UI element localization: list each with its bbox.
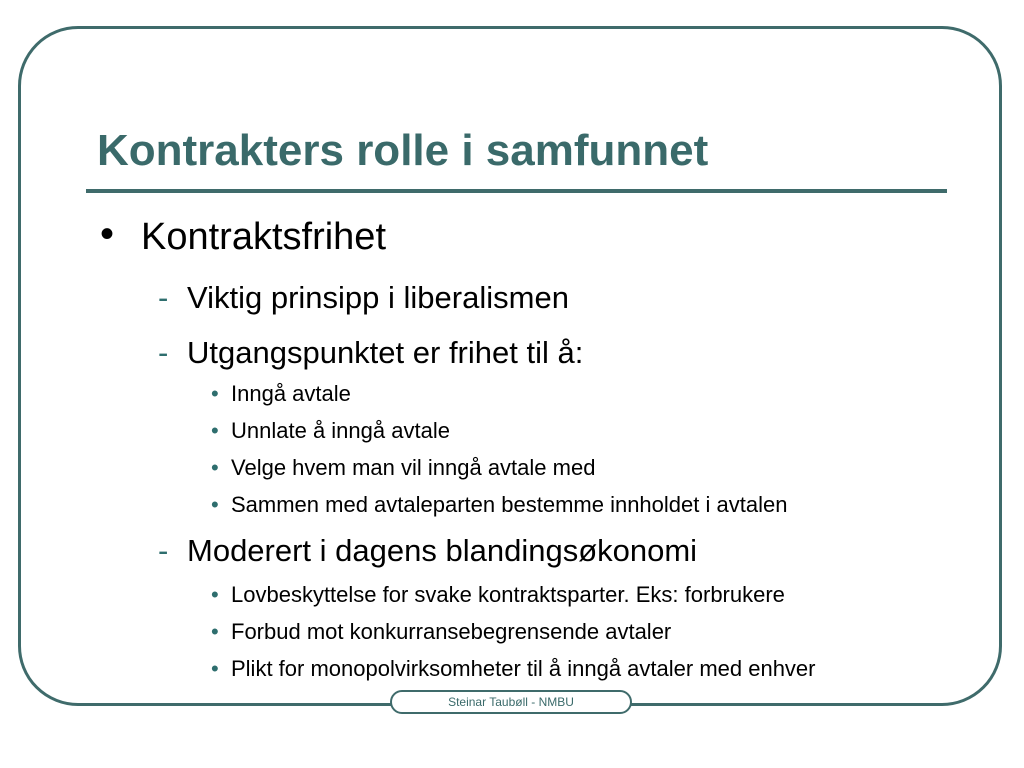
dot-marker: • [211,619,219,644]
bullet-text: Lovbeskyttelse for svake kontraktsparter. Eks: forbrukere [231,582,785,607]
bullet-text: Sammen med avtaleparten bestemme innholdet i avtalen [231,492,788,517]
dot-marker: • [211,492,219,517]
slide-title: Kontrakters rolle i samfunnet [97,126,709,175]
dash-marker: - [158,335,169,370]
dash-marker: - [158,280,169,315]
bullet-marker: • [100,212,115,256]
footer-label: Steinar Taubøll - NMBU [390,690,632,714]
bullet-text: Unnlate å inngå avtale [231,418,450,443]
bullet-text: Inngå avtale [231,381,351,406]
title-divider [86,189,947,193]
bullet-text: Plikt for monopolvirksomheter til å inngå avtaler med enhver [231,656,816,681]
bullet-text: Viktig prinsipp i liberalismen [187,280,569,315]
dot-marker: • [211,381,219,406]
bullet-text: Forbud mot konkurransebegrensende avtaler [231,619,672,644]
bullet-text: Utgangspunktet er frihet til å: [187,335,584,370]
dash-marker: - [158,533,169,568]
bullet-text: Velge hvem man vil inngå avtale med [231,455,596,480]
dot-marker: • [211,418,219,443]
bullet-text: Moderert i dagens blandingsøkonomi [187,533,698,568]
dot-marker: • [211,582,219,607]
dot-marker: • [211,455,219,480]
dot-marker: • [211,656,219,681]
bullet-text: Kontraktsfrihet [141,216,386,258]
